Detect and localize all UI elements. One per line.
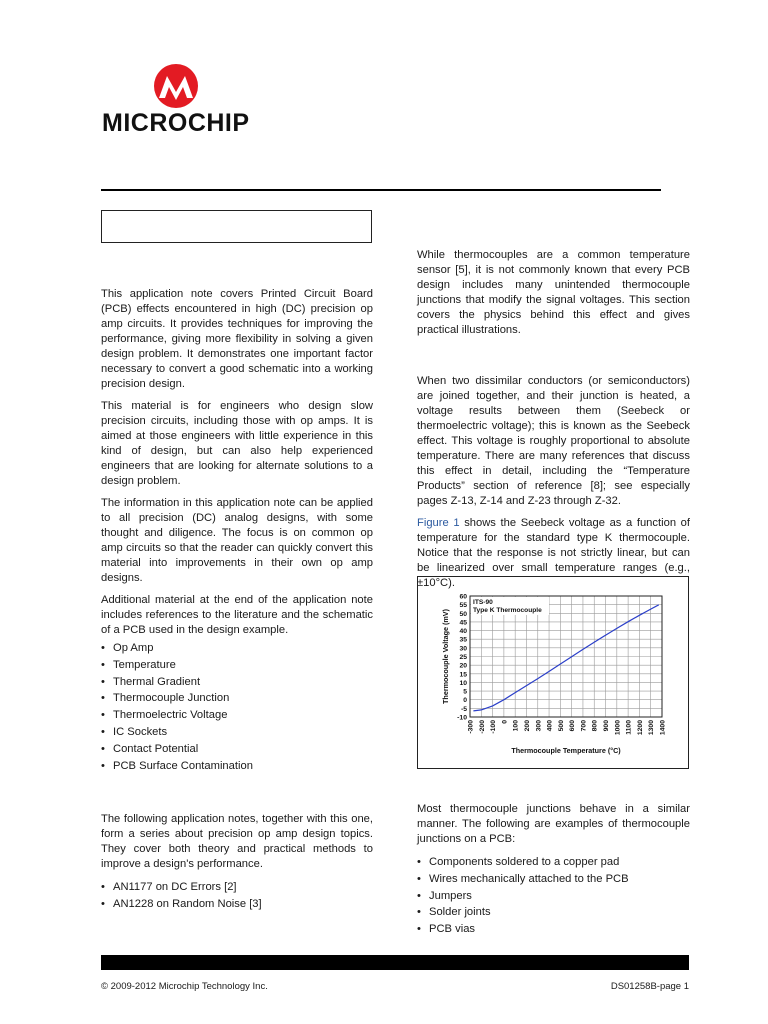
x-tick-label: 600 [569,720,577,732]
y-tick-label: 0 [463,697,467,705]
seebeck-section [417,374,690,598]
x-tick-label: 400 [546,720,554,732]
microchip-logo-icon [150,62,202,110]
related-note-item: • AN1228 on Random Noise [3] [101,896,373,913]
figure-1-link[interactable]: Figure 1 [417,517,460,529]
keyword-item: • Thermocouple Junction [101,690,373,707]
junction-item: • Jumpers [417,888,690,905]
x-tick-label: 500 [557,720,565,732]
x-tick-label: 1400 [659,720,667,736]
x-tick-label: 0 [501,720,509,724]
related-note-item: • AN1177 on DC Errors [2] [101,879,373,896]
footer-copyright: © 2009-2012 Microchip Technology Inc. [101,981,268,992]
x-tick-label: 900 [603,720,611,732]
y-tick-label: 45 [459,619,467,627]
x-tick-label: -100 [490,720,498,734]
y-axis-label: Thermocouple Voltage (mV) [441,609,450,704]
x-tick-label: 1100 [625,720,633,735]
keyword-item: • Temperature [101,657,373,674]
legend-text: ITS-90 [473,599,493,606]
y-tick-label: 35 [459,636,467,644]
x-tick-label: 1000 [614,720,622,736]
author-box [101,210,372,243]
type-k-voltage-line [473,605,658,711]
junction-item: • Components soldered to a copper pad [417,854,690,871]
junctions-section [417,802,690,938]
x-tick-label: -300 [467,720,475,734]
thermocouple-intro [417,248,690,345]
y-tick-label: 40 [459,628,467,636]
keyword-item: • PCB Surface Contamination [101,758,373,775]
related-notes-list [101,879,373,913]
body-paragraph: Most thermocouple junctions behave in a similar manner. The following are examples of thermocouple junctions on a PCB: [417,803,690,845]
y-tick-label: 5 [463,688,467,696]
junction-item: • PCB vias [417,921,690,938]
x-tick-label: 1300 [648,720,656,736]
y-tick-label: 25 [459,654,467,661]
x-axis-label: Thermocouple Temperature (°C) [511,746,621,755]
y-tick-label: 10 [459,679,467,687]
x-tick-label: 300 [535,720,543,732]
footer-page-number: DS01258B-page 1 [610,981,689,992]
keyword-item: • Op Amp [101,640,373,657]
y-tick-label: 20 [459,662,467,670]
thermocouple-chart [418,577,688,768]
y-tick-label: 60 [459,593,467,601]
figure-reference-text: shows the Seebeck voltage as a function of temperature for the standard type K thermocouple. Notice that the response is not strictly linear, but can be linearized over small temperature ranges (e.g., ±10°C). [417,517,690,589]
x-tick-label: 1200 [636,720,644,736]
y-tick-label: 30 [459,645,467,653]
related-paragraph: The following application notes, together with this one, form a series about precision op amp design topics. They cover both theory and practical methods to improve a design's performance. [101,813,373,870]
intro-paragraph: This application note covers Printed Circuit Board (PCB) effects encountered in high (DC) precision op amp circuits. It provides techniques for improving the performance, giving more flexibility in solving a given design problem. It demonstrates one important factor necessary to convert a good schematic into a working precision design. [101,288,373,390]
footer-bar [101,955,689,970]
keyword-item: • Thermal Gradient [101,674,373,691]
intro-paragraph: Additional material at the end of the application note includes references to the literature and the schematic of a PCB used in the design example. [101,594,373,636]
keyword-item: • Contact Potential [101,741,373,758]
keyword-item: • Thermoelectric Voltage [101,707,373,724]
x-tick-label: 800 [591,720,599,732]
body-paragraph: When two dissimilar conductors (or semiconductors) are joined together, and their junction is heated, a voltage results between them (Seebeck or thermoelectric voltage); this is known as the Seebeck effect. This voltage is roughly proportional to absolute temperature. There are many references that discuss this effect in detail, including the “Temperature Products” section of reference [8]; see especially pages Z-13, Z-14 and Z-23 through Z-32. [417,375,690,507]
x-tick-label: -200 [478,720,486,734]
header-rule [101,189,661,191]
y-tick-label: -10 [457,714,467,722]
body-paragraph: While thermocouples are a common temperature sensor [5], it is not commonly known that every PCB design includes many unintended thermocouple junctions that modify the signal voltages. This section covers the physics behind this effect and gives practical illustrations. [417,249,690,336]
x-tick-label: 700 [580,720,588,732]
intro-paragraph: This material is for engineers who design slow precision circuits, including those with op amps. It is aimed at those engineers with little experience in this kind of design, but can also help experienced engineers that are looking for alternate solutions to a design problem. [101,400,373,487]
intro-section [101,287,373,645]
y-tick-label: -5 [460,705,467,713]
x-tick-label: 100 [512,720,520,732]
junction-list [417,854,690,938]
intro-paragraph: The information in this application note can be applied to all precision (DC) analog designs, with some thought and diligence. The focus is on common op amp circuits so that the reader can quickly convert this material into improvements in their own op amp designs. [101,497,373,584]
y-tick-label: 50 [459,610,467,618]
company-wordmark: MICROCHIP [102,109,250,137]
legend-text: Type K Thermocouple [473,607,542,614]
keyword-list [101,640,373,774]
x-tick-label: 200 [523,720,531,732]
y-tick-label: 55 [459,602,467,610]
keyword-item: • IC Sockets [101,724,373,741]
junction-item: • Solder joints [417,904,690,921]
junction-item: • Wires mechanically attached to the PCB [417,871,690,888]
y-tick-label: 15 [459,671,467,679]
related-section [101,812,373,913]
